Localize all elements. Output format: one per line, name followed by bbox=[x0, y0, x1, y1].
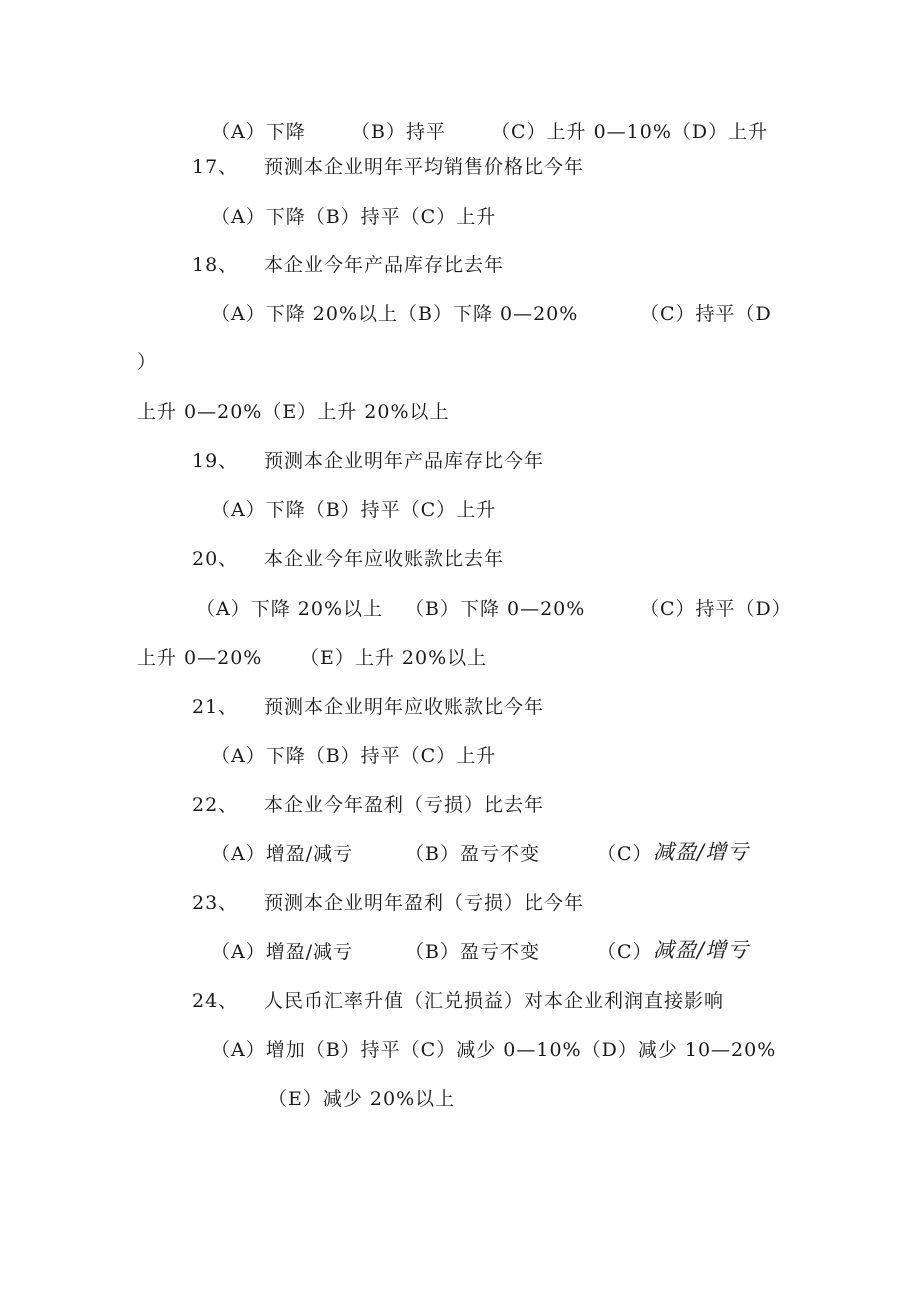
q17-options: （A）下降（B）持平（C）上升 bbox=[211, 206, 497, 228]
q23-number: 23、 bbox=[192, 892, 239, 914]
q23-option-c-text: 减盈/增亏 bbox=[653, 938, 750, 962]
q21-number: 21、 bbox=[192, 696, 239, 718]
q18-paren: ） bbox=[137, 351, 158, 373]
q20-option-c-d: （C）持平（D） bbox=[640, 598, 792, 620]
q24-option-e: （E）减少 20%以上 bbox=[268, 1088, 456, 1110]
q20-question: 本企业今年应收账款比去年 bbox=[264, 548, 505, 570]
q22-option-c-text: 减盈/增亏 bbox=[653, 840, 750, 864]
q23-option-a: （A）增盈/减亏 bbox=[211, 941, 354, 963]
q24-options-a-d: （A）增加（B）持平（C）减少 0—10%（D）减少 10—20% bbox=[211, 1039, 777, 1061]
q16-option-a: （A）下降 bbox=[211, 121, 306, 143]
q17-number: 17、 bbox=[192, 156, 239, 178]
q23-option-b: （B）盈亏不变 bbox=[405, 941, 540, 963]
q20-option-a: （A）下降 20%以上 bbox=[196, 598, 383, 620]
q24-number: 24、 bbox=[192, 990, 239, 1012]
q16-option-b: （B）持平 bbox=[351, 121, 446, 143]
q23-option-c-label: （C） bbox=[597, 941, 653, 963]
q20-option-d-text: 上升 0—20% bbox=[137, 647, 263, 669]
q22-number: 22、 bbox=[192, 794, 239, 816]
q21-options: （A）下降（B）持平（C）上升 bbox=[211, 745, 497, 767]
q20-option-b: （B）下降 0—20% bbox=[405, 598, 586, 620]
q23-question: 预测本企业明年盈利（亏损）比今年 bbox=[264, 892, 585, 914]
q20-number: 20、 bbox=[192, 548, 239, 570]
q18-options-c-d: （C）持平（D bbox=[640, 303, 772, 325]
q22-option-c-label: （C） bbox=[597, 843, 653, 865]
q21-question: 预测本企业明年应收账款比今年 bbox=[264, 696, 545, 718]
q22-option-a: （A）增盈/减亏 bbox=[211, 843, 354, 865]
q19-question: 预测本企业明年产品库存比今年 bbox=[264, 450, 545, 472]
q17-question: 预测本企业明年平均销售价格比今年 bbox=[264, 156, 585, 178]
q18-options-a-b: （A）下降 20%以上（B）下降 0—20% bbox=[211, 303, 579, 325]
q19-number: 19、 bbox=[192, 450, 239, 472]
q22-question: 本企业今年盈利（亏损）比去年 bbox=[264, 794, 545, 816]
q24-question: 人民币汇率升值（汇兑损益）对本企业利润直接影响 bbox=[264, 990, 725, 1012]
q22-option-b: （B）盈亏不变 bbox=[405, 843, 540, 865]
q16-option-c-d: （C）上升 0—10%（D）上升 bbox=[491, 121, 769, 143]
q19-options: （A）下降（B）持平（C）上升 bbox=[211, 499, 497, 521]
q18-number: 18、 bbox=[192, 254, 239, 276]
q18-options-d-e: 上升 0—20%（E）上升 20%以上 bbox=[137, 401, 450, 423]
q20-option-e: （E）上升 20%以上 bbox=[300, 647, 488, 669]
q18-question: 本企业今年产品库存比去年 bbox=[264, 254, 505, 276]
